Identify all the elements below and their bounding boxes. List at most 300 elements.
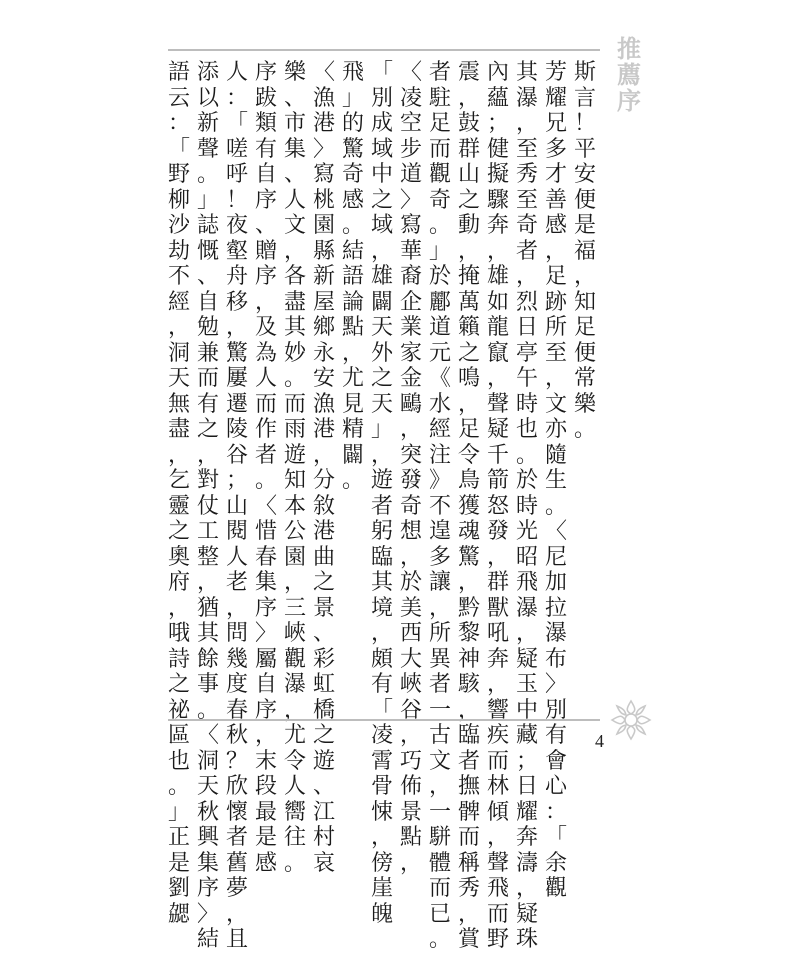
text-char: 震 [457,60,480,85]
text-char: ： [167,111,190,136]
text-char: 健 [486,136,509,162]
text-char: 整 [196,544,219,570]
text-char: 髀 [457,799,480,825]
text-char: 。 [167,774,190,799]
text-char: 發 [399,468,422,493]
text-char: 論 [341,289,364,315]
text-char: 劫 [167,238,190,264]
text-char: ， [283,570,306,595]
text-char: ， [428,595,451,621]
text-char: 事 [196,672,219,697]
text-char: 序 [254,595,277,621]
text-char: 文 [283,213,306,238]
text-char: 詩 [167,646,190,672]
text-char: 桃 [312,187,335,213]
text-char: 美 [399,595,422,621]
text-char: 裔 [399,264,422,289]
text-char: 飛 [515,570,538,595]
text-char: 劉 [167,876,190,901]
text-char: 經 [428,417,451,442]
text-char: ， [486,238,509,264]
text-char: 響 [486,697,509,723]
text-char: 者 [370,493,393,519]
text-char: 、 [312,774,335,799]
text-char: 谷 [225,442,248,468]
text-char: ， [573,264,596,289]
text-char: 跡 [544,289,567,315]
text-char: 不 [428,493,451,519]
text-char: 分 [312,468,335,493]
bottom-rule [168,719,600,721]
text-char: 段 [254,774,277,799]
text-char: 彩 [312,646,335,672]
text-char: 黎 [457,621,480,646]
text-char: 。 [196,162,219,187]
text-char: 柳 [167,187,190,213]
text-char: 作 [254,417,277,442]
text-char: 移 [225,289,248,315]
text-char: 疑 [515,646,538,672]
text-char: ， [457,697,480,723]
text-char: 道 [399,162,422,187]
text-char: 景 [312,595,335,621]
text-char: 懷 [225,799,248,825]
text-char: 濤 [515,850,538,876]
top-rule [168,49,600,51]
text-char: 鳥 [457,468,480,493]
text-char: 為 [254,340,277,366]
text-char: 發 [486,519,509,544]
text-char: 頗 [370,646,393,672]
text-char: 欣 [225,774,248,799]
text-char: 神 [457,646,480,672]
text-column [253,60,279,876]
text-char: 者 [457,748,480,774]
text-char: 瀑 [515,595,538,621]
text-char: 景 [399,799,422,825]
text-char: 天 [370,391,393,417]
text-char: 於 [399,570,422,595]
text-char: ， [341,340,364,366]
text-char: 序 [254,60,277,85]
text-char: 玉 [515,672,538,697]
text-char: 駐 [428,85,451,111]
text-char: 對 [196,468,219,493]
text-char: 於 [428,264,451,289]
text-char: 驚 [341,136,364,162]
text-char: 〈 [399,60,422,85]
text-char: 飛 [341,60,364,85]
text-char: 嚮 [283,799,306,825]
text-char: 尤 [341,366,364,391]
text-char: 本 [283,493,306,519]
text-char: ！ [225,187,248,213]
text-char: 人 [254,366,277,391]
text-column [456,60,482,952]
text-char: 別 [370,85,393,111]
text-column [311,60,337,876]
text-char: 幾 [225,646,248,672]
text-char: 傍 [370,850,393,876]
text-char: 瀑 [544,621,567,646]
text-char: 贈 [254,238,277,264]
text-char: 以 [196,85,219,111]
text-char: 令 [457,442,480,468]
text-char: 酈 [428,289,451,315]
text-char: ， [225,901,248,927]
text-char: ， [370,621,393,646]
text-char: 金 [399,366,422,391]
text-char: 〉 [312,136,335,162]
text-char: 企 [399,289,422,315]
text-char: 屬 [254,646,277,672]
text-char: ， [399,417,422,442]
text-char: 樂 [283,60,306,85]
text-char: 集 [196,850,219,876]
text-char: ， [457,238,480,264]
text-char: 鷗 [399,391,422,417]
text-char: 多 [428,544,451,570]
text-char: 令 [283,748,306,774]
text-char: 悚 [370,799,393,825]
text-char: 聲 [486,850,509,876]
text-char: 而 [486,901,509,927]
text-char: 文 [544,391,567,417]
text-char: 人 [225,60,248,85]
text-char: 天 [167,366,190,391]
text-column [282,60,308,876]
text-char: 結 [341,238,364,264]
text-char: 西 [399,621,422,646]
text-char: 奔 [486,646,509,672]
text-char: 隨 [544,442,567,468]
text-char: 語 [167,60,190,85]
text-char: 府 [167,570,190,595]
text-char: 「 [544,825,567,850]
text-char: 。 [428,927,451,952]
text-char: ， [486,672,509,697]
text-char: 怒 [486,493,509,519]
text-column [514,60,540,952]
text-char: 而 [486,748,509,774]
text-char: 空 [399,111,422,136]
text-char: 知 [283,468,306,493]
text-char: 箭 [486,468,509,493]
text-char: 常 [573,366,596,391]
text-char: 而 [457,825,480,850]
text-char: 知 [573,289,596,315]
text-char: 敘 [312,493,335,519]
text-char: 寫 [312,162,335,187]
text-char: ， [167,595,190,621]
text-char: ， [254,289,277,315]
text-char: 觀 [428,162,451,187]
text-char: 躬 [370,519,393,544]
text-char: 烈 [515,289,538,315]
running-head-char: 薦 [617,60,641,89]
text-char: 序 [254,697,277,723]
text-char: 驟 [486,187,509,213]
text-char: 亦 [544,417,567,442]
text-char: 道 [428,315,451,340]
text-char: 者 [225,825,248,850]
text-char: 佈 [399,774,422,799]
text-char: 〉 [544,672,567,697]
text-char: ， [515,111,538,136]
text-char: 「 [167,136,190,162]
text-char: 余 [544,850,567,876]
text-char: 奔 [486,213,509,238]
text-char: 各 [283,264,306,289]
text-char: 問 [225,621,248,646]
text-char: 經 [167,289,190,315]
text-char: 〉 [399,187,422,213]
text-char: 安 [312,366,335,391]
text-char: 園 [283,544,306,570]
text-char: 。 [196,697,219,723]
text-char: 而 [254,391,277,417]
text-char: 亭 [515,340,538,366]
text-char: 境 [370,595,393,621]
text-char: 時 [515,391,538,417]
text-char: 盡 [167,417,190,442]
text-char: ？ [225,748,248,774]
text-char: 的 [341,111,364,136]
text-char: 末 [254,748,277,774]
text-char: 序 [254,264,277,289]
text-char: 之 [167,672,190,697]
text-char: 之 [370,187,393,213]
text-char: ， [370,238,393,264]
text-char: 聲 [486,391,509,417]
text-char: 添 [196,60,219,85]
text-char: 藏 [515,723,538,748]
text-char: 新 [196,111,219,136]
text-char: 想 [399,519,422,544]
text-char: 盡 [283,289,306,315]
text-char: 其 [515,60,538,85]
text-char: 秀 [457,876,480,901]
text-char: 觀 [283,646,306,672]
text-char: 嗟 [225,136,248,162]
text-char: 。 [515,442,538,468]
text-char: 傾 [486,799,509,825]
text-char: ； [225,468,248,493]
text-char: 」 [167,799,190,825]
text-char: 駢 [428,825,451,850]
text-char: 奔 [515,825,538,850]
floral-ornament-icon [608,697,654,743]
text-char: ： [544,799,567,825]
text-char: 於 [515,468,538,493]
text-char: 雄 [370,264,393,289]
text-char: 餘 [196,646,219,672]
text-char: 及 [254,315,277,340]
text-char: 人 [283,187,306,213]
text-char: 村 [312,825,335,850]
text-char: 、 [254,213,277,238]
text-char: 點 [341,315,364,340]
text-char: ， [370,825,393,850]
text-column [543,60,569,901]
text-char: 有 [254,136,277,162]
text-char: ， [486,825,509,850]
text-char: ， [486,366,509,391]
text-char: 春 [254,544,277,570]
text-char: 是 [167,850,190,876]
text-char: 其 [196,621,219,646]
text-char: ， [196,442,219,468]
text-char: 霄 [370,748,393,774]
text-char: ， [399,544,422,570]
vertical-text-body [167,60,599,952]
text-char: 疾 [486,723,509,748]
text-char: 無 [167,391,190,417]
text-char: ， [515,876,538,901]
text-char: ， [457,570,480,595]
text-char: 體 [428,850,451,876]
text-char: 遊 [312,748,335,774]
text-char: 凌 [399,85,422,111]
text-char: ， [283,238,306,264]
text-char: ， [486,544,509,570]
text-char: 漁 [312,391,335,417]
text-char: 光 [515,519,538,544]
text-char: ， [457,391,480,417]
text-char: 者 [254,442,277,468]
text-char: 福 [573,238,596,264]
text-char: 而 [428,876,451,901]
text-char: 秋 [225,723,248,748]
text-char: 奇 [341,162,364,187]
text-char: 、 [283,162,306,187]
text-char: 〉 [254,621,277,646]
text-char: 虹 [312,672,335,697]
text-char: 便 [573,187,596,213]
text-char: 域 [370,136,393,162]
text-char: 峽 [399,672,422,697]
text-column [572,60,598,715]
text-char: 足 [544,264,567,289]
text-char: 公 [283,519,306,544]
text-char: 、 [283,85,306,111]
text-char: 瀑 [283,672,306,697]
text-char: 屋 [312,289,335,315]
text-char: 所 [544,315,567,340]
text-char: 驚 [457,544,480,570]
text-char: 江 [312,799,335,825]
text-char: 是 [573,213,596,238]
text-char: 闢 [341,442,364,468]
text-char: 」 [428,238,451,264]
text-char: 集 [283,136,306,162]
text-char: 龍 [486,315,509,340]
text-char: 善 [544,187,567,213]
text-char: 魄 [370,901,393,927]
text-char: 山 [225,493,248,519]
text-char: 」 [370,417,393,442]
text-char: 驚 [225,340,248,366]
text-char: 也 [515,417,538,442]
text-char: 鳴 [457,366,480,391]
text-char: 便 [573,340,596,366]
text-char: 慨 [196,238,219,264]
text-char: 一 [428,697,451,723]
text-char: 中 [370,162,393,187]
text-char: ； [515,748,538,774]
text-char: 珠 [515,927,538,952]
text-char: 興 [196,825,219,850]
text-char: 》 [428,468,451,493]
text-char: 賞 [457,927,480,952]
text-char: 不 [167,264,190,289]
text-char: 昭 [515,544,538,570]
text-char: 耀 [544,85,567,111]
text-char: 步 [399,136,422,162]
text-char: 至 [515,136,538,162]
text-char: 跋 [254,85,277,111]
text-char: 勉 [196,315,219,340]
text-char: 業 [399,315,422,340]
text-char: 稱 [457,850,480,876]
text-char: 市 [283,111,306,136]
text-char: 〉 [196,901,219,927]
text-column [224,60,250,952]
text-char: 才 [544,162,567,187]
text-char: 兄 [544,111,567,136]
text-char: 誌 [196,213,219,238]
text-char: 港 [312,519,335,544]
text-char: 掩 [457,264,480,289]
text-char: 群 [457,136,480,162]
text-char: ， [312,442,335,468]
text-char: 之 [196,417,219,442]
text-char: 「 [370,60,393,85]
text-char: 遊 [283,442,306,468]
text-char: 新 [312,264,335,289]
text-char: 而 [428,136,451,162]
text-char: 臨 [370,544,393,570]
text-char: ， [167,315,190,340]
text-char: 生 [544,468,567,493]
text-char: 見 [341,391,364,417]
running-head-char: 序 [617,86,641,115]
text-column [195,60,221,952]
text-char: ， [544,238,567,264]
text-char: 之 [167,519,190,544]
text-char: ， [399,850,422,876]
text-char: 者 [428,672,451,697]
text-char: 異 [428,646,451,672]
text-char: 三 [283,595,306,621]
text-char: 妙 [283,340,306,366]
text-char: 觀 [544,876,567,901]
text-char: 野 [486,927,509,952]
text-column [427,60,453,952]
text-char: 舊 [225,850,248,876]
text-char: ； [486,111,509,136]
text-char: 序 [254,187,277,213]
text-char: 云 [167,85,190,111]
text-column [369,60,395,927]
text-char: 語 [341,264,364,289]
text-char: 所 [428,621,451,646]
text-char: 「 [225,111,248,136]
text-char: 足 [428,111,451,136]
text-char: 結 [196,927,219,952]
text-char: 春 [225,697,248,723]
text-char: 〈 [254,493,277,519]
